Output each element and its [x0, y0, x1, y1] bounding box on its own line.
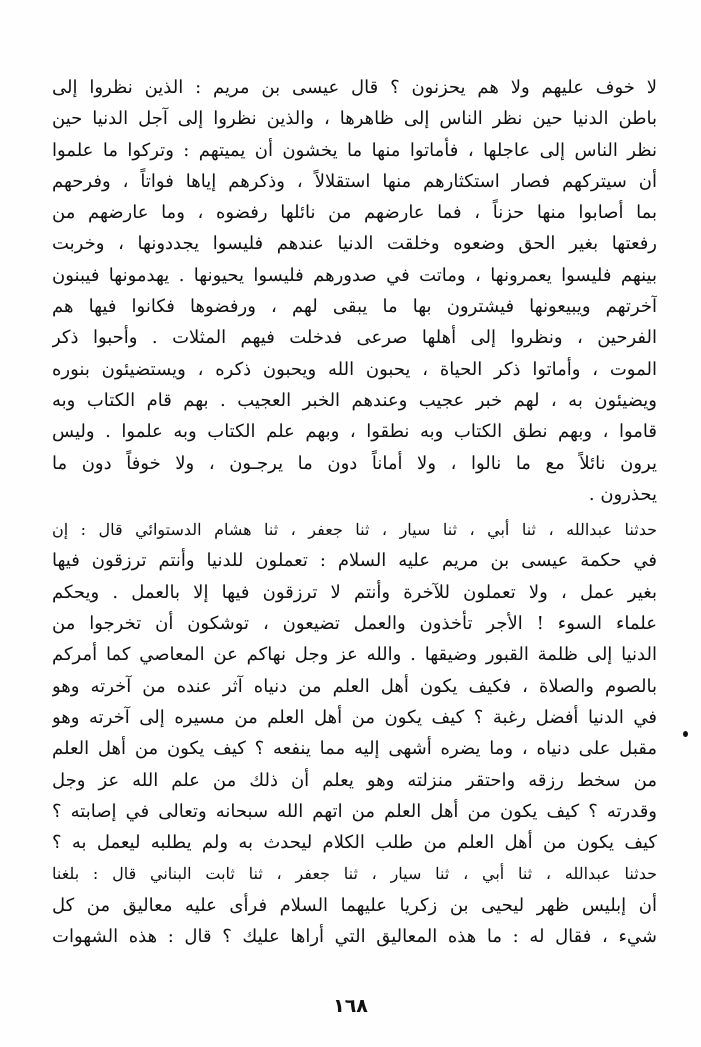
text-line: باطن الدنيا حين نظر الناس إلى ظاهرها ، والذين نظروا إلى آجل الدنيا حين [52, 108, 657, 130]
page-number: ١٦٨ [333, 995, 368, 1017]
text-line: رفعتها بغير الحق وضعوه وخلقت الدنيا عندهم فليسوا يجددونها ، وخربت [52, 233, 657, 255]
text-line: يرون نائلاً مع ما نالوا ، ولا أماناً دون ما يرجـون ، ولا خوفاً دون ما [52, 452, 657, 474]
text-line: من سخط رزقه واحتقر منزلته وهو يعلم أن ذلك من علم الله عز وجل [52, 769, 657, 791]
text-line: بما أصابوا منها حزناً ، فما عارضهم من نائلها رفضوه ، وما عارضهم من [52, 202, 657, 224]
text-line: قاموا ، وبهم نطق الكتاب وبه نطقوا ، وبهم علم الكتاب وبه علموا . وليس [52, 421, 657, 443]
isnad-line: حدثنا عبدالله ، ثنا أبي ، ثنا سيار ، ثنا جعفر ، ثنا ثابت البناني قال : بلغنا [52, 864, 657, 884]
text-line: وقدرته ؟ كيف يكون من أهل العلم من اتهم الله سبحانه وتعالى في إصابته ؟ [52, 800, 657, 822]
text-line: مقبل على دنياه ، وما يضره أشهى إليه مما ينفعه ؟ كيف يكون من أهل العلم [52, 738, 657, 760]
margin-dot-mark [683, 731, 688, 737]
text-line: علماء السوء ! الأجر تأخذون والعمل تضيعون ، توشكون أن تخرجوا من [52, 613, 657, 635]
text-line: أن إبليس ظهر ليحيى بن زكريا عليهما السلام فرأى عليه معاليق من كل [52, 894, 657, 916]
text-line: بالصوم والصلاة ، فكيف يكون أهل العلم من دنياه آثر عنده من آخرته وهو [52, 675, 657, 697]
text-line: لا خوف عليهم ولا هم يحزنون ؟ قال عيسى بن مريم : الذين نظروا إلى [52, 77, 657, 98]
text-line: شيء ، فقال له : ما هذه المعاليق التي أراها عليك ؟ قال : هذه الشهوات [52, 926, 657, 948]
text-line: آخرتهم ويبيعونها فيشترون بها ما يبقى لهم ، ورفضوها فكانوا فيها هم [52, 296, 657, 318]
text-line: أن سيتركهم فصار استكثارهم منها استقلالاً ، وذكرهم إياها فواتاً ، وفرحهم [52, 170, 657, 192]
text-line: بينهم فليسوا يعمرونها ، وماتت في صدورهم فليسوا يحيونها . يهدمونها فيبنون [52, 264, 657, 286]
text-line: نظر الناس إلى عاجلها ، فأماتوا منها ما يخشون أن يميتهم : وتركوا ما علموا [52, 139, 657, 161]
text-line: كيف يكون من أهل العلم من طلب الكلام ليحدث به ولم يطلبه ليعمل به ؟ [52, 832, 657, 854]
text-line: ويضيئون به ، لهم خبر عجيب وعندهم الخبر العجيب . بهم قام الكتاب وبه [52, 389, 657, 411]
text-line: الموت ، وأماتوا ذكر الحياة ، يحبون الله ويحبون ذكره ، ويستضيئون بنوره [52, 358, 657, 380]
isnad-line: حدثنا عبدالله ، ثنا أبي ، ثنا سيار ، ثنا جعفر ، ثنا هشام الدستوائي قال : إن [52, 520, 657, 540]
text-line: بغير عمل ، ولا تعملون للآخرة وأنتم لا ترزقون فيها إلا بالعمل . ويحكم [52, 581, 657, 603]
body-text [52, 72, 657, 952]
text-line: الفرحين ، ونظروا إلى أهلها صرعى فدخلت فيهم المثلات . وأحبوا ذكر [52, 327, 657, 349]
text-line: في حكمة عيسى بن مريم عليه السلام : تعملون للدنيا وأنتم ترزقون فيها [52, 550, 657, 572]
text-line: الدنيا إلى ظلمة القبور وضيقها . والله عز وجل نهاكم عن المعاصي كما أمركم [52, 644, 657, 666]
text-line: يحذرون . [588, 483, 657, 505]
text-line: في الدنيا أفضل رغبة ؟ كيف يكون من أهل العلم من مسيره إلى آخرته وهو [52, 706, 657, 728]
